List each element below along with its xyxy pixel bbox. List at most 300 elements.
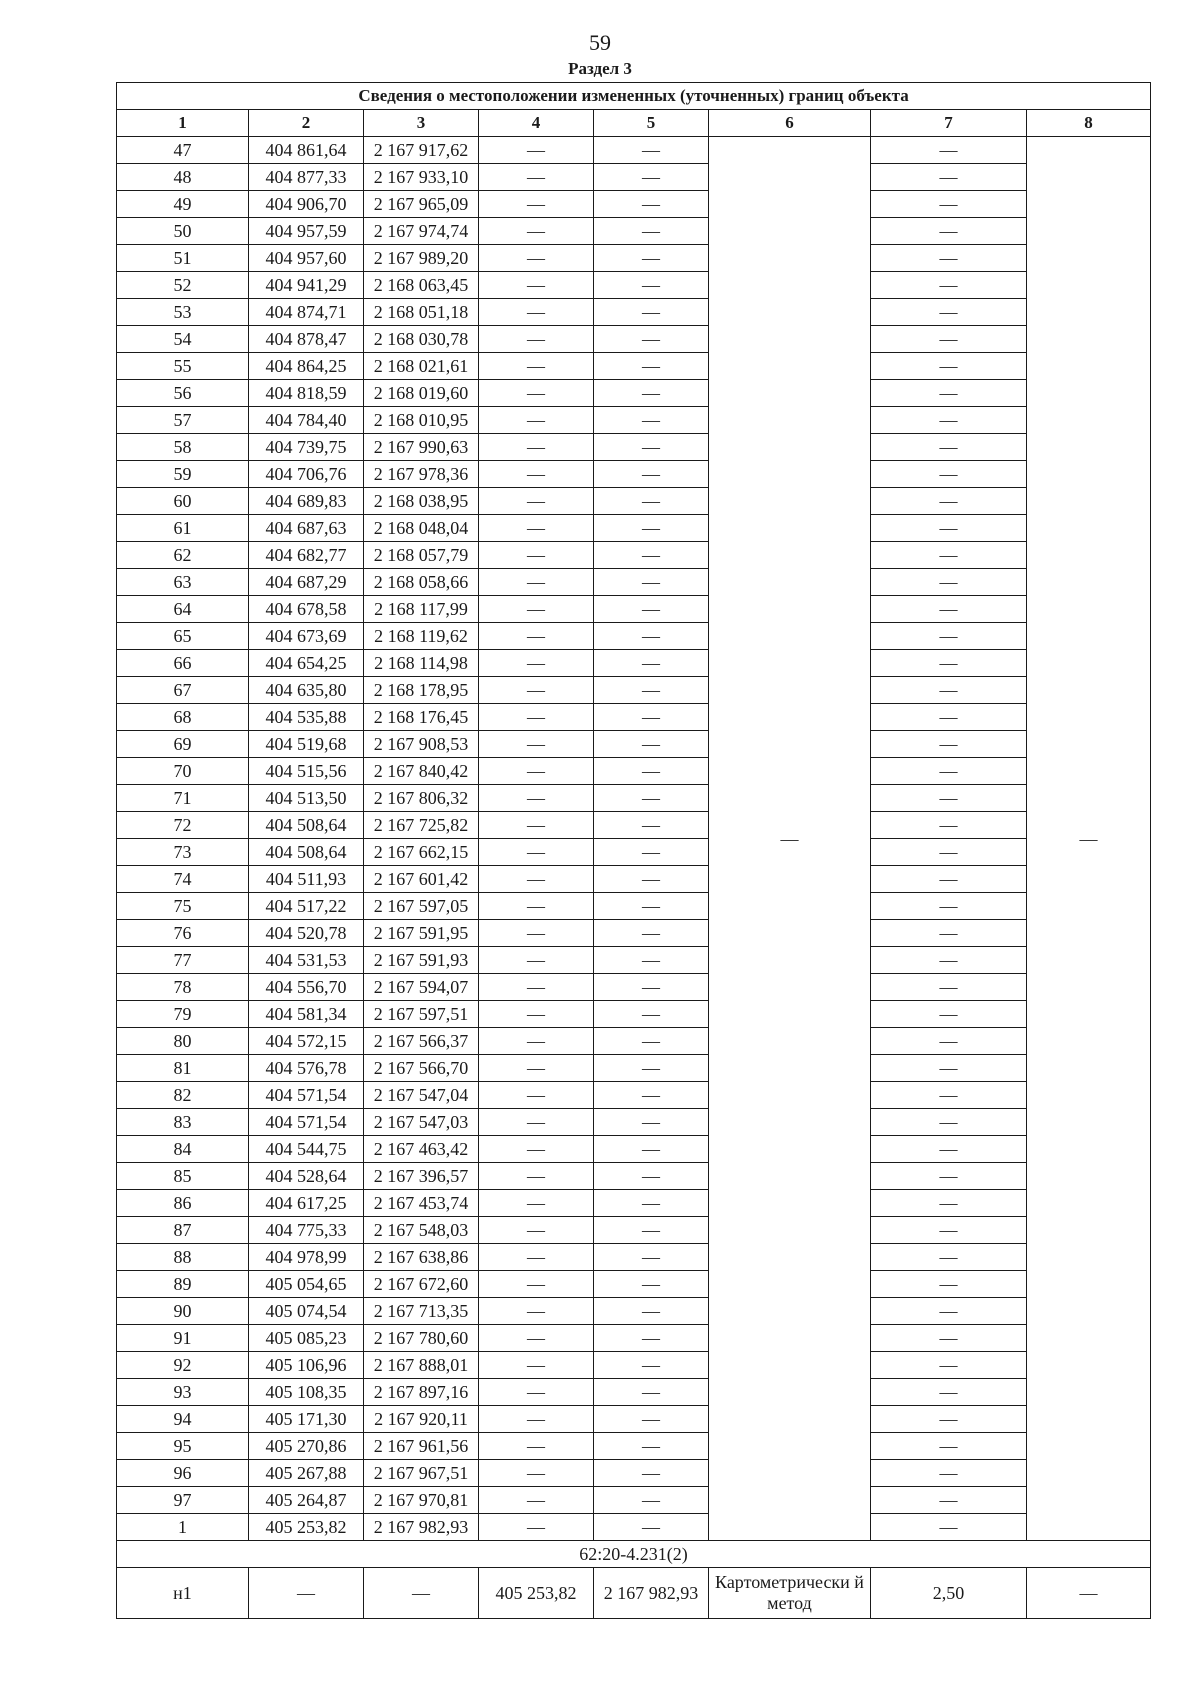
col4-value: — <box>479 569 594 596</box>
col4-value: — <box>479 1406 594 1433</box>
col7-value: — <box>871 1163 1027 1190</box>
col4-value: — <box>479 1001 594 1028</box>
col5-value: — <box>594 812 709 839</box>
coord-x: 404 864,25 <box>249 353 364 380</box>
coord-x: 404 957,59 <box>249 218 364 245</box>
table-row <box>117 812 1151 839</box>
point-number: 70 <box>117 758 249 785</box>
col4-value: — <box>479 1028 594 1055</box>
col4-value: — <box>479 1298 594 1325</box>
coord-x: 404 544,75 <box>249 1136 364 1163</box>
col4-value: — <box>479 1136 594 1163</box>
col7-value: — <box>871 1406 1027 1433</box>
final-row-c5: 2 167 982,93 <box>594 1568 709 1619</box>
table-row <box>117 272 1151 299</box>
coord-x: 404 617,25 <box>249 1190 364 1217</box>
col7-value: — <box>871 245 1027 272</box>
col7-value: — <box>871 1028 1027 1055</box>
coord-y: 2 168 010,95 <box>364 407 479 434</box>
coord-y: 2 167 594,07 <box>364 974 479 1001</box>
boundary-table <box>116 82 1151 1619</box>
coord-x: 404 535,88 <box>249 704 364 731</box>
coord-y: 2 167 591,95 <box>364 920 479 947</box>
col7-value: — <box>871 137 1027 164</box>
merged-col8-cell: — <box>1027 137 1151 1541</box>
col4-value: — <box>479 974 594 1001</box>
point-number: 91 <box>117 1325 249 1352</box>
col4-value: — <box>479 893 594 920</box>
coord-y: 2 168 114,98 <box>364 650 479 677</box>
table-row <box>117 137 1151 164</box>
col5-value: — <box>594 704 709 731</box>
table-row <box>117 515 1151 542</box>
table-row <box>117 569 1151 596</box>
col4-value: — <box>479 650 594 677</box>
coord-x: 404 861,64 <box>249 137 364 164</box>
merged-col6-cell: — <box>709 137 871 1541</box>
table-row <box>117 1487 1151 1514</box>
coord-x: 404 906,70 <box>249 191 364 218</box>
point-number: 92 <box>117 1352 249 1379</box>
table-row <box>117 407 1151 434</box>
coord-y: 2 167 548,03 <box>364 1217 479 1244</box>
col4-value: — <box>479 947 594 974</box>
table-row <box>117 785 1151 812</box>
table-row <box>117 893 1151 920</box>
col5-value: — <box>594 299 709 326</box>
col5-value: — <box>594 758 709 785</box>
coord-y: 2 167 547,04 <box>364 1082 479 1109</box>
col4-value: — <box>479 488 594 515</box>
point-number: 55 <box>117 353 249 380</box>
point-number: 88 <box>117 1244 249 1271</box>
coord-x: 404 513,50 <box>249 785 364 812</box>
col5-value: — <box>594 1109 709 1136</box>
final-row-c4: 405 253,82 <box>479 1568 594 1619</box>
coord-y: 2 167 713,35 <box>364 1298 479 1325</box>
table-row <box>117 1325 1151 1352</box>
col5-value: — <box>594 1298 709 1325</box>
col7-value: — <box>871 1352 1027 1379</box>
col5-value: — <box>594 164 709 191</box>
coord-y: 2 167 970,81 <box>364 1487 479 1514</box>
final-row-c7: 2,50 <box>871 1568 1027 1619</box>
col5-value: — <box>594 1352 709 1379</box>
col7-value: — <box>871 974 1027 1001</box>
coord-x: 404 654,25 <box>249 650 364 677</box>
col5-value: — <box>594 1325 709 1352</box>
table-row <box>117 1514 1151 1541</box>
col7-value: — <box>871 758 1027 785</box>
col5-value: — <box>594 245 709 272</box>
table-row <box>117 1163 1151 1190</box>
point-number: 76 <box>117 920 249 947</box>
point-number: 60 <box>117 488 249 515</box>
point-number: 63 <box>117 569 249 596</box>
coord-x: 404 818,59 <box>249 380 364 407</box>
col4-value: — <box>479 218 594 245</box>
point-number: 59 <box>117 461 249 488</box>
point-number: 58 <box>117 434 249 461</box>
col4-value: — <box>479 920 594 947</box>
coord-x: 404 520,78 <box>249 920 364 947</box>
col4-value: — <box>479 839 594 866</box>
coord-x: 404 581,34 <box>249 1001 364 1028</box>
table-row <box>117 461 1151 488</box>
col7-value: — <box>871 1379 1027 1406</box>
col7-value: — <box>871 866 1027 893</box>
table-row <box>117 488 1151 515</box>
col5-value: — <box>594 1487 709 1514</box>
coord-x: 405 264,87 <box>249 1487 364 1514</box>
col7-value: — <box>871 1487 1027 1514</box>
table-row <box>117 1271 1151 1298</box>
coord-x: 404 635,80 <box>249 677 364 704</box>
col4-value: — <box>479 596 594 623</box>
coord-x: 405 074,54 <box>249 1298 364 1325</box>
col4-value: — <box>479 758 594 785</box>
col5-value: — <box>594 1406 709 1433</box>
coord-x: 404 687,63 <box>249 515 364 542</box>
col7-value: — <box>871 353 1027 380</box>
coord-x: 404 531,53 <box>249 947 364 974</box>
col5-value: — <box>594 1028 709 1055</box>
point-number: 72 <box>117 812 249 839</box>
col4-value: — <box>479 542 594 569</box>
coord-y: 2 167 888,01 <box>364 1352 479 1379</box>
coord-y: 2 167 961,56 <box>364 1433 479 1460</box>
coord-y: 2 167 725,82 <box>364 812 479 839</box>
table-row <box>117 1055 1151 1082</box>
col5-value: — <box>594 380 709 407</box>
col4-value: — <box>479 1055 594 1082</box>
point-number: 49 <box>117 191 249 218</box>
table-row <box>117 1406 1151 1433</box>
point-number: 97 <box>117 1487 249 1514</box>
col5-value: — <box>594 1460 709 1487</box>
col4-value: — <box>479 353 594 380</box>
cadastral-subheader: 62:20-4.231(2) <box>117 1541 1151 1568</box>
coord-x: 405 253,82 <box>249 1514 364 1541</box>
col7-value: — <box>871 407 1027 434</box>
col5-value: — <box>594 1244 709 1271</box>
col4-value: — <box>479 812 594 839</box>
coord-x: 404 571,54 <box>249 1082 364 1109</box>
col4-value: — <box>479 1163 594 1190</box>
col5-value: — <box>594 542 709 569</box>
coord-x: 404 673,69 <box>249 623 364 650</box>
table-row <box>117 1136 1151 1163</box>
point-number: 87 <box>117 1217 249 1244</box>
col5-value: — <box>594 515 709 542</box>
coord-y: 2 168 051,18 <box>364 299 479 326</box>
coord-y: 2 167 974,74 <box>364 218 479 245</box>
col7-value: — <box>871 488 1027 515</box>
coord-x: 404 519,68 <box>249 731 364 758</box>
col5-value: — <box>594 920 709 947</box>
col4-value: — <box>479 1514 594 1541</box>
coord-x: 404 576,78 <box>249 1055 364 1082</box>
point-number: 66 <box>117 650 249 677</box>
col4-value: — <box>479 1433 594 1460</box>
col4-value: — <box>479 623 594 650</box>
coord-x: 404 511,93 <box>249 866 364 893</box>
col4-value: — <box>479 1271 594 1298</box>
col7-value: — <box>871 164 1027 191</box>
point-number: 61 <box>117 515 249 542</box>
coord-y: 2 167 463,42 <box>364 1136 479 1163</box>
table-row <box>117 164 1151 191</box>
column-number-header: 6 <box>709 110 871 137</box>
point-number: 64 <box>117 596 249 623</box>
coord-y: 2 167 591,93 <box>364 947 479 974</box>
column-number-header: 2 <box>249 110 364 137</box>
col4-value: — <box>479 1487 594 1514</box>
coord-y: 2 167 453,74 <box>364 1190 479 1217</box>
col4-value: — <box>479 272 594 299</box>
point-number: 68 <box>117 704 249 731</box>
table-row <box>117 380 1151 407</box>
coord-y: 2 167 982,93 <box>364 1514 479 1541</box>
table-row <box>117 920 1151 947</box>
point-number: 81 <box>117 1055 249 1082</box>
col5-value: — <box>594 866 709 893</box>
col5-value: — <box>594 488 709 515</box>
col5-value: — <box>594 1055 709 1082</box>
coord-x: 404 957,60 <box>249 245 364 272</box>
point-number: 73 <box>117 839 249 866</box>
col7-value: — <box>871 650 1027 677</box>
col5-value: — <box>594 1190 709 1217</box>
col7-value: — <box>871 1514 1027 1541</box>
column-number-row <box>117 110 1151 137</box>
col4-value: — <box>479 299 594 326</box>
point-number: 75 <box>117 893 249 920</box>
col4-value: — <box>479 326 594 353</box>
col7-value: — <box>871 434 1027 461</box>
coord-x: 405 085,23 <box>249 1325 364 1352</box>
col4-value: — <box>479 1217 594 1244</box>
col5-value: — <box>594 650 709 677</box>
coord-x: 405 267,88 <box>249 1460 364 1487</box>
col5-value: — <box>594 785 709 812</box>
point-number: 67 <box>117 677 249 704</box>
point-number: 69 <box>117 731 249 758</box>
col7-value: — <box>871 1109 1027 1136</box>
coord-x: 404 678,58 <box>249 596 364 623</box>
table-row <box>117 1190 1151 1217</box>
coord-x: 404 572,15 <box>249 1028 364 1055</box>
coord-x: 404 508,64 <box>249 839 364 866</box>
col7-value: — <box>871 1433 1027 1460</box>
col5-value: — <box>594 893 709 920</box>
col4-value: — <box>479 164 594 191</box>
col4-value: — <box>479 785 594 812</box>
coord-y: 2 167 662,15 <box>364 839 479 866</box>
col7-value: — <box>871 326 1027 353</box>
coord-y: 2 167 897,16 <box>364 1379 479 1406</box>
coord-y: 2 167 597,51 <box>364 1001 479 1028</box>
coord-x: 405 054,65 <box>249 1271 364 1298</box>
col4-value: — <box>479 1352 594 1379</box>
col4-value: — <box>479 1460 594 1487</box>
final-row-c2: — <box>249 1568 364 1619</box>
coord-x: 404 687,29 <box>249 569 364 596</box>
table-row <box>117 245 1151 272</box>
coord-y: 2 167 967,51 <box>364 1460 479 1487</box>
col7-value: — <box>871 1136 1027 1163</box>
coord-x: 404 556,70 <box>249 974 364 1001</box>
col4-value: — <box>479 407 594 434</box>
column-number-header: 1 <box>117 110 249 137</box>
point-number: 57 <box>117 407 249 434</box>
coord-y: 2 167 989,20 <box>364 245 479 272</box>
point-number: 77 <box>117 947 249 974</box>
col5-value: — <box>594 596 709 623</box>
col4-value: — <box>479 137 594 164</box>
table-row <box>117 1082 1151 1109</box>
table-row <box>117 677 1151 704</box>
coord-x: 404 877,33 <box>249 164 364 191</box>
table-row <box>117 1028 1151 1055</box>
point-number: 65 <box>117 623 249 650</box>
coord-y: 2 167 780,60 <box>364 1325 479 1352</box>
col7-value: — <box>871 542 1027 569</box>
table-row <box>117 1568 1151 1619</box>
point-number: 80 <box>117 1028 249 1055</box>
col7-value: — <box>871 461 1027 488</box>
point-number: 78 <box>117 974 249 1001</box>
coord-x: 404 978,99 <box>249 1244 364 1271</box>
col7-value: — <box>871 1325 1027 1352</box>
table-row <box>117 299 1151 326</box>
point-number: 93 <box>117 1379 249 1406</box>
point-number: 85 <box>117 1163 249 1190</box>
col7-value: — <box>871 380 1027 407</box>
coord-x: 405 171,30 <box>249 1406 364 1433</box>
col7-value: — <box>871 299 1027 326</box>
col4-value: — <box>479 1082 594 1109</box>
point-number: 47 <box>117 137 249 164</box>
coord-x: 404 878,47 <box>249 326 364 353</box>
col4-value: — <box>479 677 594 704</box>
col4-value: — <box>479 866 594 893</box>
col5-value: — <box>594 1433 709 1460</box>
col4-value: — <box>479 1379 594 1406</box>
table-row <box>117 1001 1151 1028</box>
table-row <box>117 1433 1151 1460</box>
col5-value: — <box>594 353 709 380</box>
point-number: 56 <box>117 380 249 407</box>
col7-value: — <box>871 623 1027 650</box>
table-row <box>117 1298 1151 1325</box>
point-number: 89 <box>117 1271 249 1298</box>
point-number: 48 <box>117 164 249 191</box>
col7-value: — <box>871 893 1027 920</box>
page-number: 59 <box>589 30 611 55</box>
coord-y: 2 167 978,36 <box>364 461 479 488</box>
coord-y: 2 167 566,70 <box>364 1055 479 1082</box>
coord-x: 404 874,71 <box>249 299 364 326</box>
col4-value: — <box>479 1244 594 1271</box>
point-number: 54 <box>117 326 249 353</box>
table-row <box>117 623 1151 650</box>
col5-value: — <box>594 1379 709 1406</box>
col7-value: — <box>871 1298 1027 1325</box>
col7-value: — <box>871 1190 1027 1217</box>
coord-y: 2 167 672,60 <box>364 1271 479 1298</box>
col5-value: — <box>594 272 709 299</box>
coord-y: 2 168 019,60 <box>364 380 479 407</box>
coord-y: 2 168 178,95 <box>364 677 479 704</box>
col5-value: — <box>594 1001 709 1028</box>
final-row-c6: Картометрически й метод <box>709 1568 871 1619</box>
col7-value: — <box>871 947 1027 974</box>
coord-y: 2 168 117,99 <box>364 596 479 623</box>
col4-value: — <box>479 434 594 461</box>
col7-value: — <box>871 839 1027 866</box>
point-number: 90 <box>117 1298 249 1325</box>
col7-value: — <box>871 515 1027 542</box>
point-number: 53 <box>117 299 249 326</box>
col4-value: — <box>479 380 594 407</box>
coord-x: 405 270,86 <box>249 1433 364 1460</box>
table-row <box>117 731 1151 758</box>
coord-x: 404 941,29 <box>249 272 364 299</box>
table-row <box>117 1460 1151 1487</box>
table-row <box>117 650 1151 677</box>
table-row <box>117 704 1151 731</box>
col5-value: — <box>594 1514 709 1541</box>
table-row <box>117 542 1151 569</box>
col4-value: — <box>479 731 594 758</box>
coord-y: 2 168 048,04 <box>364 515 479 542</box>
section-title: Раздел 3 <box>568 59 632 78</box>
final-row-c1: н1 <box>117 1568 249 1619</box>
col7-value: — <box>871 1244 1027 1271</box>
coord-y: 2 167 917,62 <box>364 137 479 164</box>
point-number: 51 <box>117 245 249 272</box>
col4-value: — <box>479 1325 594 1352</box>
point-number: 52 <box>117 272 249 299</box>
col7-value: — <box>871 569 1027 596</box>
col7-value: — <box>871 1217 1027 1244</box>
col7-value: — <box>871 1082 1027 1109</box>
point-number: 1 <box>117 1514 249 1541</box>
coord-y: 2 167 933,10 <box>364 164 479 191</box>
point-number: 83 <box>117 1109 249 1136</box>
col5-value: — <box>594 461 709 488</box>
table-row <box>117 839 1151 866</box>
col5-value: — <box>594 326 709 353</box>
coord-x: 404 508,64 <box>249 812 364 839</box>
col5-value: — <box>594 974 709 1001</box>
col7-value: — <box>871 1001 1027 1028</box>
coord-y: 2 168 063,45 <box>364 272 479 299</box>
table-title: Сведения о местоположении измененных (уточненных) границ объекта <box>117 83 1151 110</box>
table-row <box>117 191 1151 218</box>
point-number: 95 <box>117 1433 249 1460</box>
coord-y: 2 167 597,05 <box>364 893 479 920</box>
coord-y: 2 167 806,32 <box>364 785 479 812</box>
point-number: 71 <box>117 785 249 812</box>
coord-y: 2 167 908,53 <box>364 731 479 758</box>
table-row <box>117 596 1151 623</box>
coord-x: 404 517,22 <box>249 893 364 920</box>
col7-value: — <box>871 1460 1027 1487</box>
col7-value: — <box>871 677 1027 704</box>
col5-value: — <box>594 1136 709 1163</box>
